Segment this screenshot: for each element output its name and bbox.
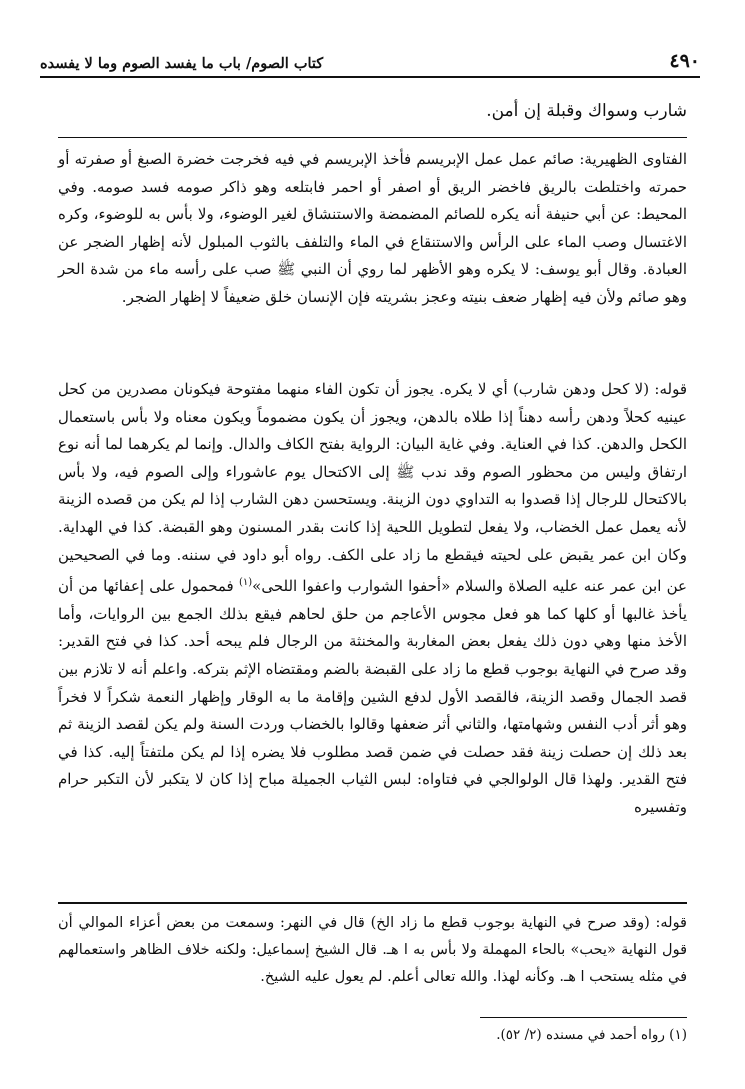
- commentary-text-part-1: قوله: (لا كحل ودهن شارب) أي لا يكره. يجوز أن تكون الفاء منهما مفتوحة فيكونان مصدرين من كحل عينيه كحلاً ودهن رأسه دهناً إذا طلاه بالدهن، ويجوز أن يكون مضموماً ويكون معناه ولا بأس باستعمال الكحل والدهن. كذا في العناية. وفي غاية البيان: الرواية بفتح الكاف والدال. وإنما لم يكرهما لما أنه نوع ارتفاق وليس من محظور الصوم وقد ندب ﷺ إلى الاكتحال يوم عاشوراء وإلى الصوم فيه، ولا بأس بالاكتحال للرجال إذا قصدوا به التداوي دون الزينة. ويستحسن دهن الشارب إذا لم يكن من قصده الزينة لأنه يعمل عمل الخضاب، ولا يفعل لتطويل اللحية إذا كانت بقدر المسنون وهو القبضة. كذا في الهداية. وكان ابن عمر يقبض على لحيته فيقطع ما زاد على الكف. رواه أبو داود في سننه. وما في الصحيحين عن ابن عمر عنه عليه الصلاة والسلام «أحفوا الشوارب واعفوا اللحى»: [58, 380, 687, 596]
- matn-text: [58, 96, 687, 126]
- footnote-reference: (١): [238, 577, 253, 589]
- running-title: كتاب الصوم/ باب ما يفسد الصوم وما لا يفسده: [40, 55, 324, 72]
- matn-line: شارب وسواك وقبلة إن أمن.: [486, 101, 687, 121]
- gloss-block: [58, 910, 687, 991]
- page-header: [40, 40, 700, 78]
- commentary-paragraph: [58, 376, 687, 822]
- commentary-text-part-2: فمحمول على إعفائها من أن يأخذ غالبها أو كلها كما هو فعل مجوس الأعاجم من حلق لحاهم فيقع بذلك الجمع بين الروايات، وأما الأخذ منها وهي دون ذلك يفعل بعض المغاربة والمخنثة من الرجال فلم يبحه أحد. كذا في فتح القدير: وقد صرح في النهاية بوجوب قطع ما زاد على القبضة بالضم ومقتضاه الإثم بتركه. واعلم أنه لا تلازم بين قصد الجمال وقصد الزينة، فالقصد الأول لدفع الشين وإقامة ما به الوقار وإظهار النعمة شكراً لا فخراً وهو أثر أدب النفس وشهامتها، والثاني أثر ضعفها وقالوا بالخضاب وردت السنة ولم يكن لقصد الزينة ثم بعد ذلك إن حصلت زينة فقد حصلت في ضمن قصد مطلوب فلا يضره إذا لم يكن ملتفتاً إليه. كذا في فتح القدير. ولهذا قال الولوالجي في فتاواه: لبس الثياب الجميلة مباح إذا كان لا يتكبر لأن التكبر حرام وتفسيره: [58, 577, 687, 816]
- gloss-paragraph: قوله: (وقد صرح في النهاية بوجوب قطع ما زاد الخ) قال في النهر: وسمعت من بعض أعزاء الموالي أن قول النهاية «يحب» بالحاء المهملة ولا بأس به ا هـ. قال الشيخ إسماعيل: ولكنه خلاف الظاهر واستعمالهم في مثله يستحب ا هـ. وكأنه لهذا. والله تعالى أعلم. لم يعول عليه الشيخ.: [58, 915, 687, 985]
- page-number: ٤٩٠: [669, 50, 700, 72]
- commentary-block-1: [58, 146, 687, 312]
- matn-separator: [58, 137, 687, 138]
- gloss-separator: [58, 902, 687, 904]
- commentary-block-2: [58, 376, 687, 822]
- fatawa-paragraph: الفتاوى الظهيرية: صائم عمل عمل الإبريسم فأخذ الإبريسم في فيه فخرجت خضرة الصبغ أو صفرته أو حمرته واختلطت بالريق فاخضر الريق أو اصفر أو احمر فابتلعه وهو ذاكر صومه فسد صومه. وفي المحيط: عن أبي حنيفة أنه يكره للصائم المضمضة والاستنشاق لغير الوضوء، ولا بأس به للوضوء، وكره الاغتسال وصب الماء على الرأس والاستنقاع في الماء والتلفف بالثوب المبلول لأنه إظهار الضجر عن العبادة. وقال أبو يوسف: لا يكره وهو الأظهر لما روي أن النبي ﷺ صب على رأسه ماء من شدة الحر وهو صائم ولأن فيه إظهار ضعف بنيته وعجز بشريته فإن الإنسان خلق ضعيفاً لا إظهار الضجر.: [58, 150, 687, 306]
- footnote: (١) رواه أحمد في مسنده (٢/ ٥٢).: [496, 1027, 687, 1043]
- footnote-separator: [480, 1017, 687, 1018]
